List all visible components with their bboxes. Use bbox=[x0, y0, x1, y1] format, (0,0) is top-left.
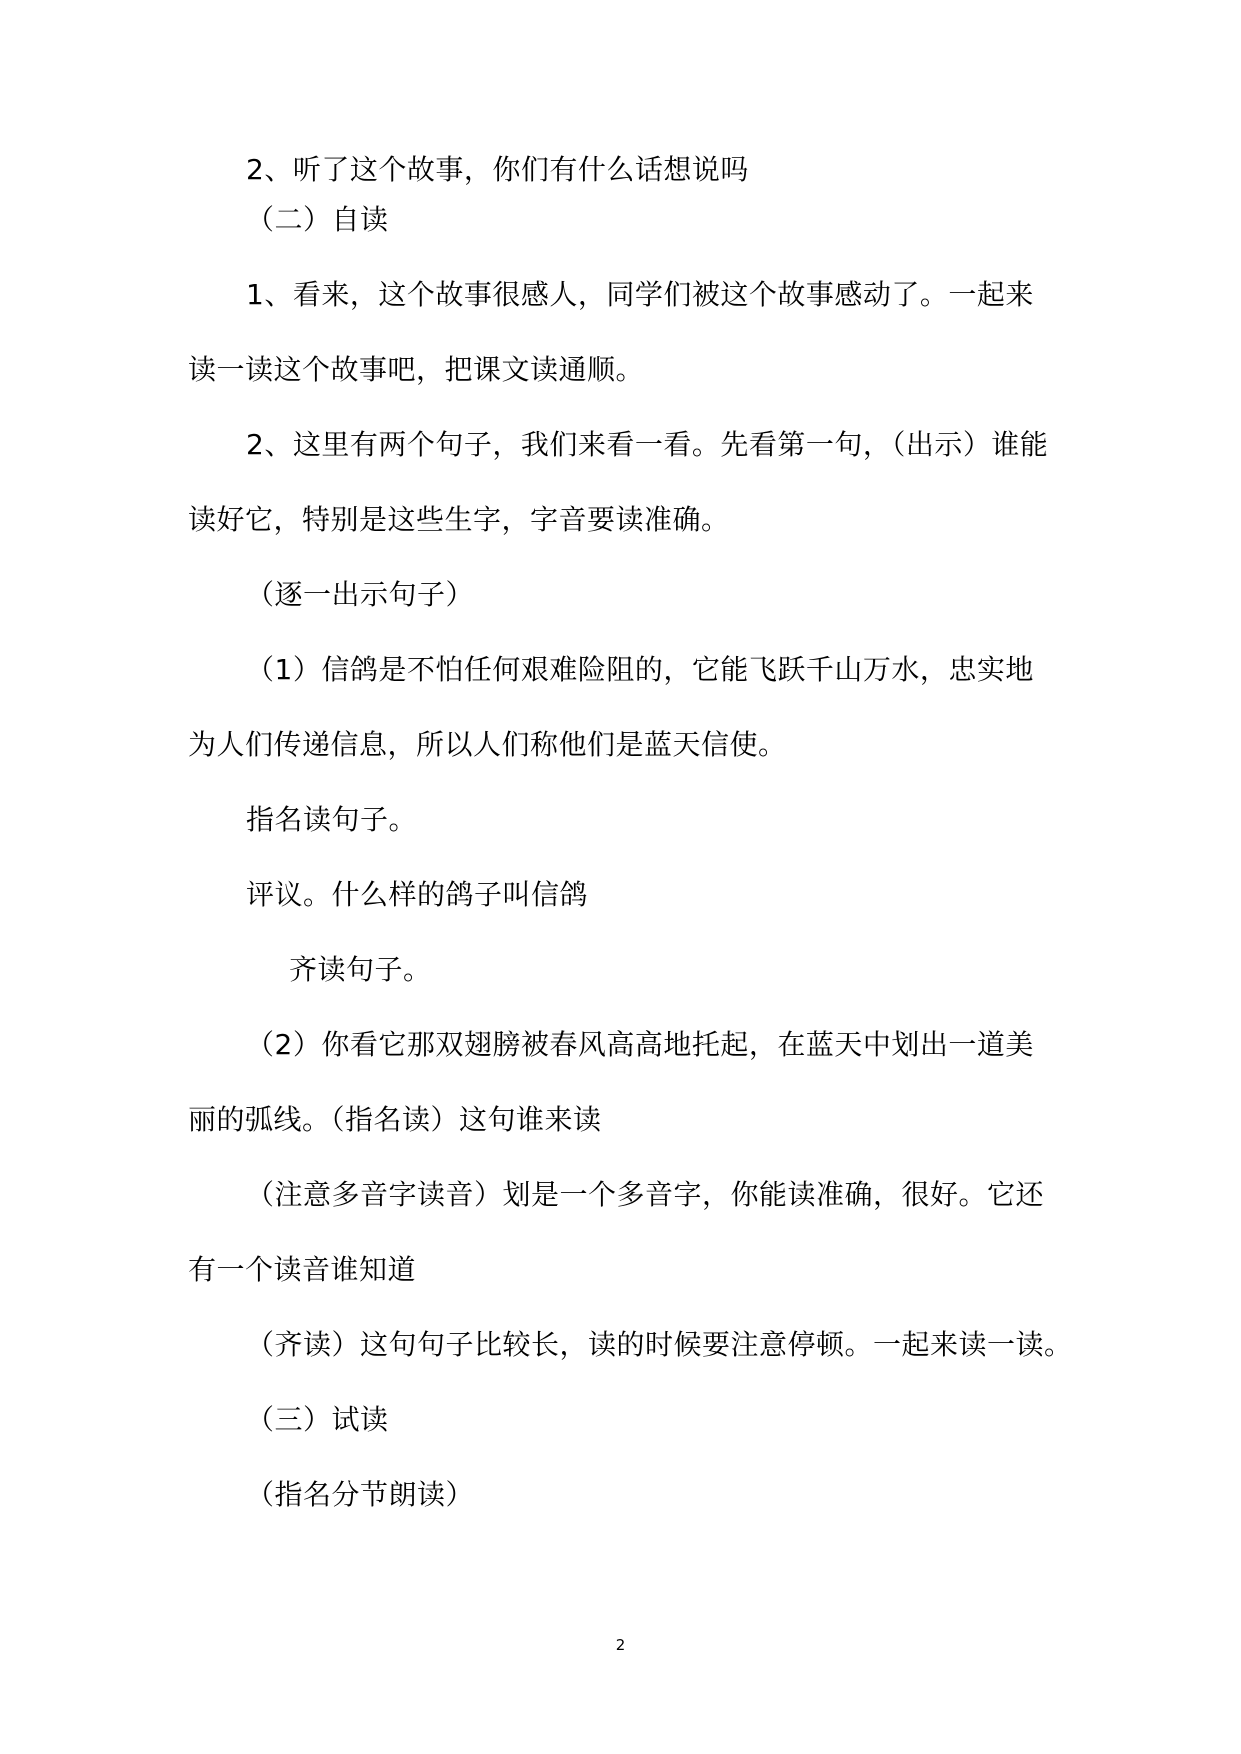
text-line: 读好它，特别是这些生字，字音要读准确。 bbox=[188, 503, 730, 536]
text-line: 有一个读音谁知道 bbox=[188, 1253, 417, 1286]
text-line: （逐一出示句子） bbox=[246, 578, 475, 611]
text-line: 齐读句子。 bbox=[289, 953, 432, 986]
text-line: 丽的弧线。（指名读）这句谁来读 bbox=[188, 1103, 602, 1136]
text-line: 2、这里有两个句子，我们来看一看。先看第一句，（出示）谁能 bbox=[246, 428, 1049, 461]
section-heading: （二）自读 bbox=[246, 203, 389, 236]
text-line: （1）信鸽是不怕任何艰难险阻的，它能飞跃千山万水，忠实地 bbox=[246, 653, 1034, 686]
text-line: 读一读这个故事吧，把课文读通顺。 bbox=[188, 353, 645, 386]
text-line: 指名读句子。 bbox=[246, 803, 418, 836]
page-number: 2 bbox=[615, 1636, 626, 1654]
text-line: （指名分节朗读） bbox=[246, 1478, 475, 1511]
text-line: 1、看来，这个故事很感人，同学们被这个故事感动了。一起来 bbox=[246, 278, 1034, 311]
text-line: （2）你看它那双翅膀被春风高高地托起，在蓝天中划出一道美 bbox=[246, 1028, 1034, 1061]
text-line: （注意多音字读音）划是一个多音字，你能读准确，很好。它还 bbox=[246, 1178, 1045, 1211]
text-line: 为人们传递信息，所以人们称他们是蓝天信使。 bbox=[188, 728, 787, 761]
text-line: 评议。什么样的鸽子叫信鸽 bbox=[246, 878, 589, 911]
section-heading: （三）试读 bbox=[246, 1403, 389, 1436]
text-line: 2、听了这个故事，你们有什么话想说吗 bbox=[246, 153, 749, 186]
text-line: （齐读）这句句子比较长，读的时候要注意停顿。一起来读一读。 bbox=[246, 1328, 1073, 1361]
